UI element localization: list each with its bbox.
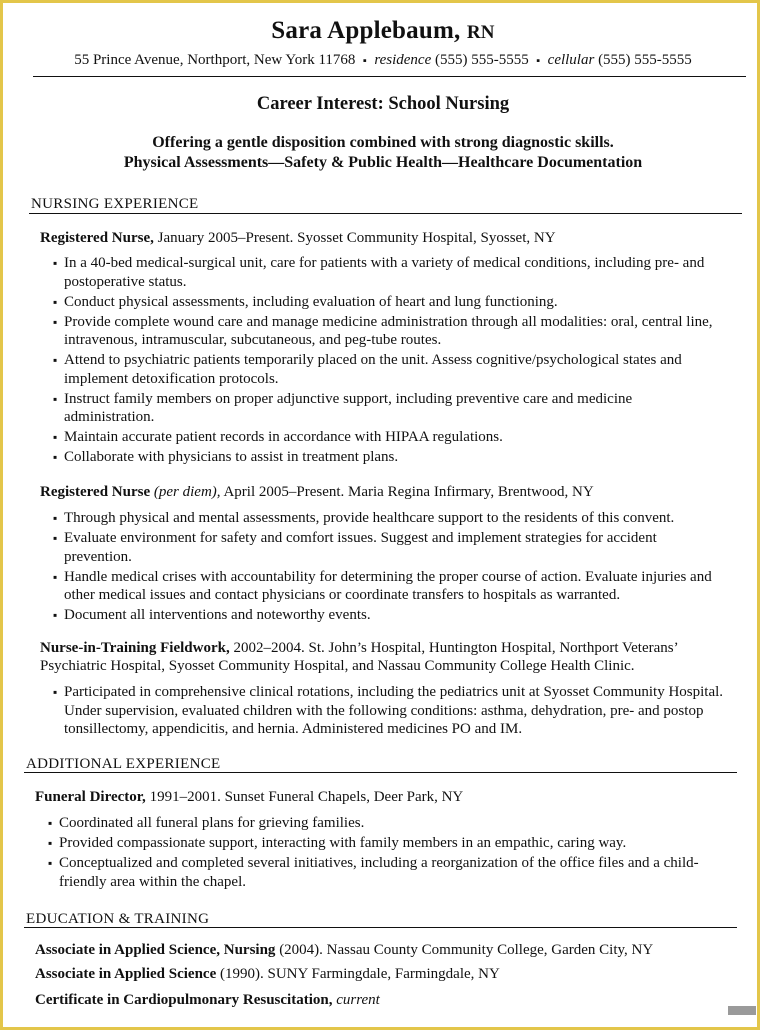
section-divider bbox=[24, 927, 737, 928]
job-title-line bbox=[40, 639, 730, 675]
list-item: ▪ Evaluate environment for safety and comfort issues. Suggest and implement strategies for accident prevention. bbox=[54, 529, 726, 566]
list-item: ▪ Maintain accurate patient records in accordance with HIPAA regulations. bbox=[54, 428, 726, 447]
list-item: ▪ Provided compassionate support, interacting with family members in an empathic, caring way. bbox=[49, 834, 721, 853]
job2-bullet-list bbox=[54, 509, 726, 626]
degree-details: (2004). Nassau County Community College, Garden City, NY bbox=[275, 942, 654, 958]
list-item: ▪ Handle medical crises with accountability for determining the proper course of action. Evaluate injuries and other medical issues and contact physicians or coordinate transfers to hospitals as warranted. bbox=[54, 568, 726, 605]
header-divider bbox=[33, 76, 746, 77]
job-title-line bbox=[40, 229, 730, 247]
section-heading-education: EDUCATION & TRAINING bbox=[26, 911, 210, 927]
separator: ▪ bbox=[362, 55, 367, 67]
job-title: Registered Nurse bbox=[40, 484, 151, 500]
job-details: April 2005–Present. Maria Regina Infirmary, Brentwood, NY bbox=[220, 484, 594, 500]
job-details: 2002–2004. St. John’s Hospital, Huntington Hospital, Northport Veterans’ Psychiatric Hospital, Syosset Community Hospital, and Nassau Community College Health Clinic. bbox=[40, 640, 678, 674]
candidate-name bbox=[3, 17, 760, 45]
contact-line bbox=[3, 52, 760, 69]
tagline-1: Offering a gentle disposition combined with strong diagnostic skills. bbox=[152, 134, 614, 151]
career-interest: Career Interest: School Nursing bbox=[256, 94, 510, 114]
list-item: ▪ Participated in comprehensive clinical rotations, including the pediatrics unit at Syosset Community Hospital. Under supervision, evaluated children with the following conditions: asthma, dehydration, pre- and postop tonsillectomy, appendicitis, and hernia. Administered medicines PO and IM. bbox=[54, 683, 734, 739]
list-item: ▪ Document all interventions and noteworthy events. bbox=[54, 606, 726, 625]
education-item bbox=[35, 942, 653, 959]
tagline-2: Physical Assessments—Safety & Public Health—Healthcare Documentation bbox=[123, 154, 643, 171]
job3-bullet-list bbox=[54, 683, 734, 740]
job-title: Nurse-in-Training Fieldwork, bbox=[40, 640, 230, 656]
list-item: ▪ Conceptualized and completed several initiatives, including a reorganization of the office files and a child-friendly area within the chapel. bbox=[49, 854, 721, 891]
list-item: ▪ Conduct physical assessments, including evaluation of heart and lung functioning. bbox=[54, 293, 726, 312]
job-title: Funeral Director, bbox=[35, 789, 146, 805]
cellular-phone: (555) 555-5555 bbox=[598, 52, 692, 68]
list-item: ▪ Provide complete wound care and manage medicine administration through all modalities: oral, central line, intravenous, intramuscular, subcutaneous, and peg-tube routes. bbox=[54, 313, 726, 350]
credential: RN bbox=[466, 22, 495, 43]
name-text: Sara Applebaum, bbox=[271, 17, 461, 44]
job-details: January 2005–Present. Syosset Community Hospital, Syosset, NY bbox=[153, 230, 556, 246]
section-divider bbox=[24, 772, 737, 773]
residence-label: residence bbox=[374, 52, 432, 68]
address: 55 Prince Avenue, Northport, New York 11768 bbox=[74, 52, 356, 68]
scrollbar-thumb[interactable] bbox=[728, 1006, 756, 1015]
section-heading-additional: ADDITIONAL EXPERIENCE bbox=[26, 756, 221, 772]
degree-title: Associate in Applied Science bbox=[35, 966, 217, 982]
education-item bbox=[35, 966, 500, 983]
job-qualifier: (per diem), bbox=[150, 484, 221, 500]
list-item: ▪ Coordinated all funeral plans for grieving families. bbox=[49, 814, 721, 833]
list-item: ▪ Attend to psychiatric patients temporarily placed on the unit. Assess cognitive/psychological states and implement detoxification protocols. bbox=[54, 351, 726, 388]
list-item: ▪ Through physical and mental assessments, provide healthcare support to the residents of this convent. bbox=[54, 509, 726, 528]
residence-phone: (555) 555-5555 bbox=[435, 52, 529, 68]
degree-title: Associate in Applied Science, Nursing bbox=[35, 942, 276, 958]
job1-bullet-list bbox=[54, 254, 726, 468]
job-title: Registered Nurse, bbox=[40, 230, 154, 246]
list-item: ▪ Collaborate with physicians to assist in treatment plans. bbox=[54, 448, 726, 467]
separator: ▪ bbox=[536, 55, 541, 67]
job-details: 1991–2001. Sunset Funeral Chapels, Deer Park, NY bbox=[145, 789, 464, 805]
job-title-line bbox=[40, 483, 730, 501]
certificate-status: current bbox=[332, 992, 380, 1008]
degree-details: (1990). SUNY Farmingdale, Farmingdale, NY bbox=[216, 966, 500, 982]
education-item bbox=[35, 992, 380, 1009]
section-divider bbox=[29, 213, 742, 214]
cellular-label: cellular bbox=[547, 52, 595, 68]
section-heading-nursing: NURSING EXPERIENCE bbox=[31, 196, 199, 212]
list-item: ▪ Instruct family members on proper adjunctive support, including preventive care and medicine administration. bbox=[54, 390, 726, 427]
certificate-title: Certificate in Cardiopulmonary Resuscitation, bbox=[35, 992, 333, 1008]
additional-bullet-list bbox=[49, 814, 721, 893]
job-title-line bbox=[35, 788, 725, 806]
list-item: ▪ In a 40-bed medical-surgical unit, care for patients with a variety of medical conditions, including pre- and postoperative status. bbox=[54, 254, 726, 291]
